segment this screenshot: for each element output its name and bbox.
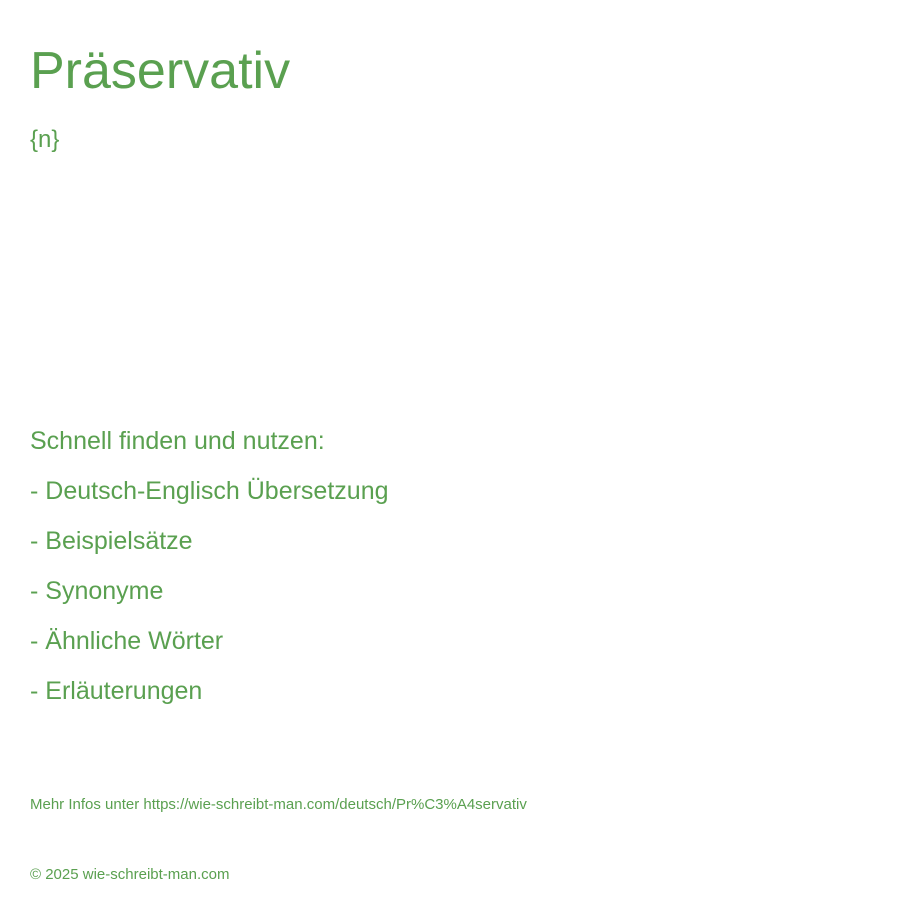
feature-list-section — [30, 424, 389, 724]
feature-item-synonyms: - Synonyme — [30, 577, 164, 605]
feature-list — [30, 474, 389, 708]
more-info-text: Mehr Infos unter https://wie-schreibt-man.com/deutsch/Pr%C3%A4servativ — [30, 796, 527, 813]
feature-item-example-sentences: - Beispielsätze — [30, 527, 193, 555]
feature-item-similar-words: - Ähnliche Wörter — [30, 627, 224, 655]
copyright-text: © 2025 wie-schreibt-man.com — [30, 866, 230, 883]
grammatical-gender: {n} — [30, 126, 60, 153]
page-title: Präservativ — [30, 42, 291, 100]
feature-list-heading: Schnell finden und nutzen: — [30, 427, 325, 455]
feature-item-explanations: - Erläuterungen — [30, 677, 203, 705]
feature-item-translation: - Deutsch-Englisch Übersetzung — [30, 477, 389, 505]
